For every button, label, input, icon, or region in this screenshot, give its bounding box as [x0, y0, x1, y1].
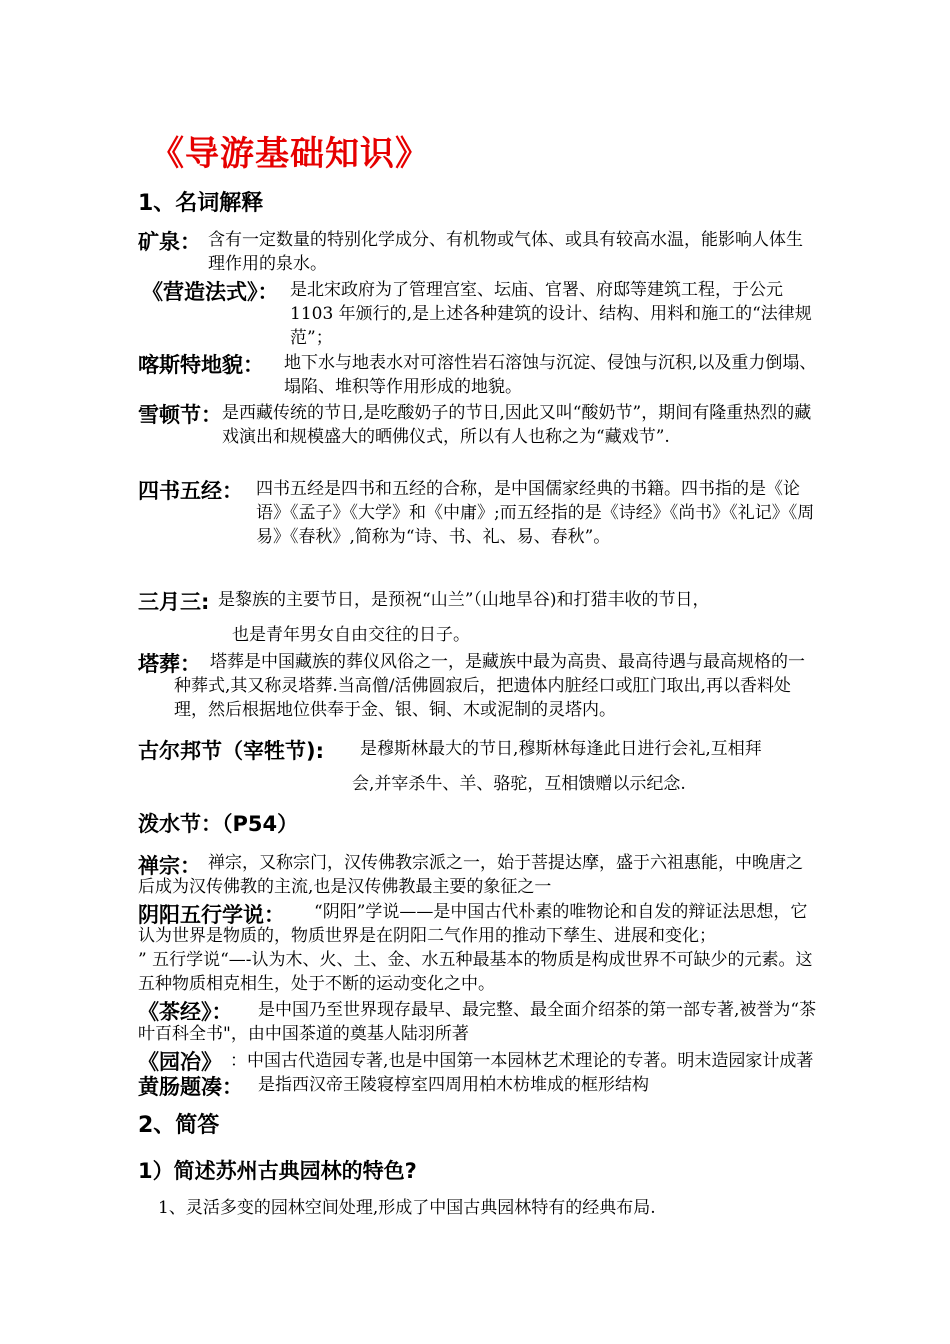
- entry-huangchang: [138, 1071, 818, 1097]
- entry-term: 塔葬：: [138, 652, 201, 676]
- entry-text-continued: 会,并宰杀牛、羊、骆驼，互相馈赠以示纪念.: [352, 774, 686, 794]
- entry-yinyang: [138, 899, 818, 996]
- entry-term: 《营造法式》：: [142, 280, 279, 304]
- entry-kuangquan: [138, 226, 818, 276]
- entry-term: 雪顿节：: [138, 403, 222, 427]
- entry-text: 地下水与地表水对可溶性岩石溶蚀与沉淀、侵蚀与沉积,以及重力倒塌、塌陷、堆积等作用形成的地貌。: [284, 353, 817, 397]
- entry-chajing: [138, 996, 818, 1046]
- entry-text: 四书五经是四书和五经的合称，是中国儒家经典的书籍。四书指的是《论语》《孟子》《大学》和《中庸》;而五经指的是《诗经》《尚书》《礼记》《周易》《春秋》,简称为“诗、书、礼、易、春秋”。: [256, 479, 815, 547]
- entry-yingzao: [138, 276, 818, 350]
- entry-text: 塔葬是中国藏族的葬仪风俗之一，是藏族中最为高贵、最高待遇与最高规格的一种葬式,其又称灵塔葬.当高僧/活佛圆寂后，把遗体内脏经口或肛门取出,再以香料处理，然后根据地位供奉于金、银、铜、木或泥制的灵塔内。: [174, 652, 805, 720]
- question-heading: 1）简述苏州古典园林的特色?: [138, 1159, 417, 1183]
- entry-term: 《园冶》: [138, 1050, 222, 1074]
- entry-tazang: [138, 648, 818, 722]
- entry-chanzong: [138, 850, 818, 899]
- entry-text: 是黎族的主要节日，是预祝“山兰”（山地旱谷)和打猎丰收的节日，: [218, 590, 710, 610]
- entry-text: 是北宋政府为了管理宫室、坛庙、官署、府邸等建筑工程，于公元 1103 年颁行的,是上述各种建筑的设计、结构、用料和施工的“法律规范”；: [290, 280, 812, 348]
- entry-term: 三月三:: [138, 590, 210, 614]
- section-heading-answers: 2、简答: [138, 1113, 220, 1138]
- entry-term: 四书五经：: [138, 479, 243, 503]
- entry-text-second: ” 五行学说“—-认为木、火、土、金、水五种最基本的物质是构成世界不可缺少的元素。这五种物质相克相生，处于不断的运动变化之中。: [138, 950, 813, 994]
- entry-text-continued: 也是青年男女自由交往的日子。: [232, 625, 470, 645]
- entry-text: 是指西汉帝王陵寝椁室四周用柏木枋堆成的框形结构: [258, 1075, 649, 1095]
- entry-term: 矿泉：: [138, 230, 201, 254]
- answer-line: 1、灵活多变的园林空间处理,形成了中国古典园林特有的经典布局.: [158, 1198, 656, 1218]
- entry-kasite: [138, 349, 818, 399]
- entry-term: 泼水节：（P54）: [138, 812, 299, 836]
- entry-term: 《茶经》：: [138, 1000, 233, 1024]
- entry-text: “阴阳”学说——是中国古代朴素的唯物论和自发的辩证法思想，它认为世界是物质的，物质世界是在阴阳二气作用的推动下孳生、进展和变化；: [138, 902, 808, 946]
- entry-term: 阴阳五行学说：: [138, 903, 285, 927]
- document-title: 《导游基础知识》: [150, 134, 430, 174]
- entry-yuanye: [138, 1046, 818, 1073]
- entry-term: 禅宗：: [138, 854, 201, 878]
- entry-text: 含有一定数量的特别化学成分、有机物或气体、或具有较高水温，能影响人体生理作用的泉水。: [208, 230, 803, 274]
- entry-sishu: [138, 475, 818, 549]
- entry-sanyuesan: [138, 586, 818, 612]
- entry-term: 古尔邦节（宰牲节):: [138, 739, 324, 763]
- entry-text: ：中国古代造园专著,也是中国第一本园林艺术理论的专著。明末造园家计成著: [230, 1051, 814, 1071]
- entry-text: 禅宗，又称宗门，汉传佛教宗派之一，始于菩提达摩，盛于六祖惠能，中晚唐之后成为汉传佛教的主流,也是汉传佛教最主要的象征之一: [138, 853, 803, 897]
- entry-text: 是穆斯林最大的节日,穆斯林每逢此日进行会礼,互相拜: [360, 739, 762, 759]
- entry-text: 是中国乃至世界现存最早、最完整、最全面介绍茶的第一部专著,被誉为“茶叶百科全书"，由中国茶道的奠基人陆羽所著: [138, 1000, 817, 1044]
- entry-term: 黄肠题凑：: [138, 1075, 243, 1099]
- entry-term: 喀斯特地貌：: [138, 353, 264, 377]
- entry-gurbang: [138, 735, 818, 761]
- section-heading-terms: 1、名词解释: [138, 191, 264, 216]
- entry-text: 是西藏传统的节日,是吃酸奶子的节日,因此又叫“酸奶节”，期间有隆重热烈的藏戏演出和规模盛大的晒佛仪式，所以有人也称之为“藏戏节”.: [222, 403, 812, 447]
- entry-xuedun: [138, 399, 818, 449]
